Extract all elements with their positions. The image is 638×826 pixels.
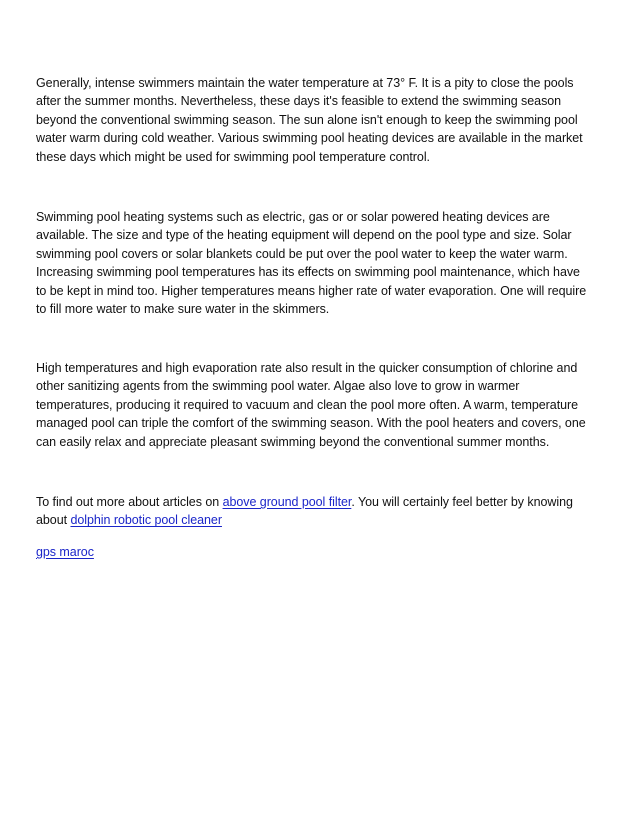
closing-text-prefix-2: about bbox=[36, 513, 71, 528]
closing-line-2 bbox=[36, 511, 604, 529]
above-ground-pool-filter-link[interactable]: above ground pool filter bbox=[222, 495, 352, 509]
paragraph-evaporation bbox=[36, 359, 604, 451]
text-line: after the summer months. Nevertheless, these days it's feasible to extend the swimming season bbox=[36, 94, 562, 109]
closing-text-prefix: To find out more about articles on bbox=[36, 495, 223, 509]
paragraph-closing bbox=[36, 493, 604, 530]
closing-line-1 bbox=[36, 493, 604, 511]
text-line: Generally, intense swimmers maintain the water temperature at 73° F. It is a pity to close the pools bbox=[36, 76, 574, 90]
text-line: High temperatures and high evaporation rate also result in the quicker consumption of chlorine and bbox=[36, 361, 578, 375]
closing-text-suffix: . You will certainly feel better by knowing bbox=[351, 495, 573, 509]
text-line: managed pool can triple the comfort of the swimming season. With the pool heaters and covers, one bbox=[36, 416, 586, 431]
paragraph-water-temperature bbox=[36, 74, 604, 166]
text-line: beyond the conventional swimming season. The sun alone isn't enough to keep the swimming pool bbox=[36, 112, 578, 127]
paragraph-footer-link bbox=[36, 543, 604, 561]
text-line: temperatures, producing it required to vacuum and clean the pool more often. A warm, temperature bbox=[36, 397, 579, 412]
text-line: these days which might be used for swimming pool temperature control. bbox=[36, 149, 430, 164]
paragraph-heating-systems bbox=[36, 208, 604, 318]
text-line: Increasing swimming pool temperatures has its effects on swimming pool maintenance, which have bbox=[36, 265, 580, 280]
text-line: Swimming pool heating systems such as electric, gas or or solar powered heating devices are bbox=[36, 210, 550, 224]
dolphin-robotic-pool-cleaner-link[interactable]: dolphin robotic pool cleaner bbox=[70, 513, 222, 528]
text-line: can easily relax and appreciate pleasant swimming beyond the conventional summer months. bbox=[36, 434, 550, 449]
text-line: other sanitizing agents from the swimming pool water. Algae also love to grow in warmer bbox=[36, 379, 520, 394]
text-line: to be kept in mind too. Higher temperatures means higher rate of water evaporation. One will require bbox=[36, 283, 587, 298]
text-line: to fill more water to make sure water in the skimmers. bbox=[36, 302, 330, 317]
gps-maroc-link[interactable]: gps maroc bbox=[36, 545, 94, 559]
text-line: available. The size and type of the heating equipment will depend on the pool type and size. Solar bbox=[36, 228, 572, 243]
footer-line bbox=[36, 543, 604, 561]
text-line: swimming pool covers or solar blankets could be put over the pool water to keep the water warm. bbox=[36, 246, 568, 261]
text-line: water warm during cold weather. Various swimming pool heating devices are available in the market bbox=[36, 131, 583, 146]
